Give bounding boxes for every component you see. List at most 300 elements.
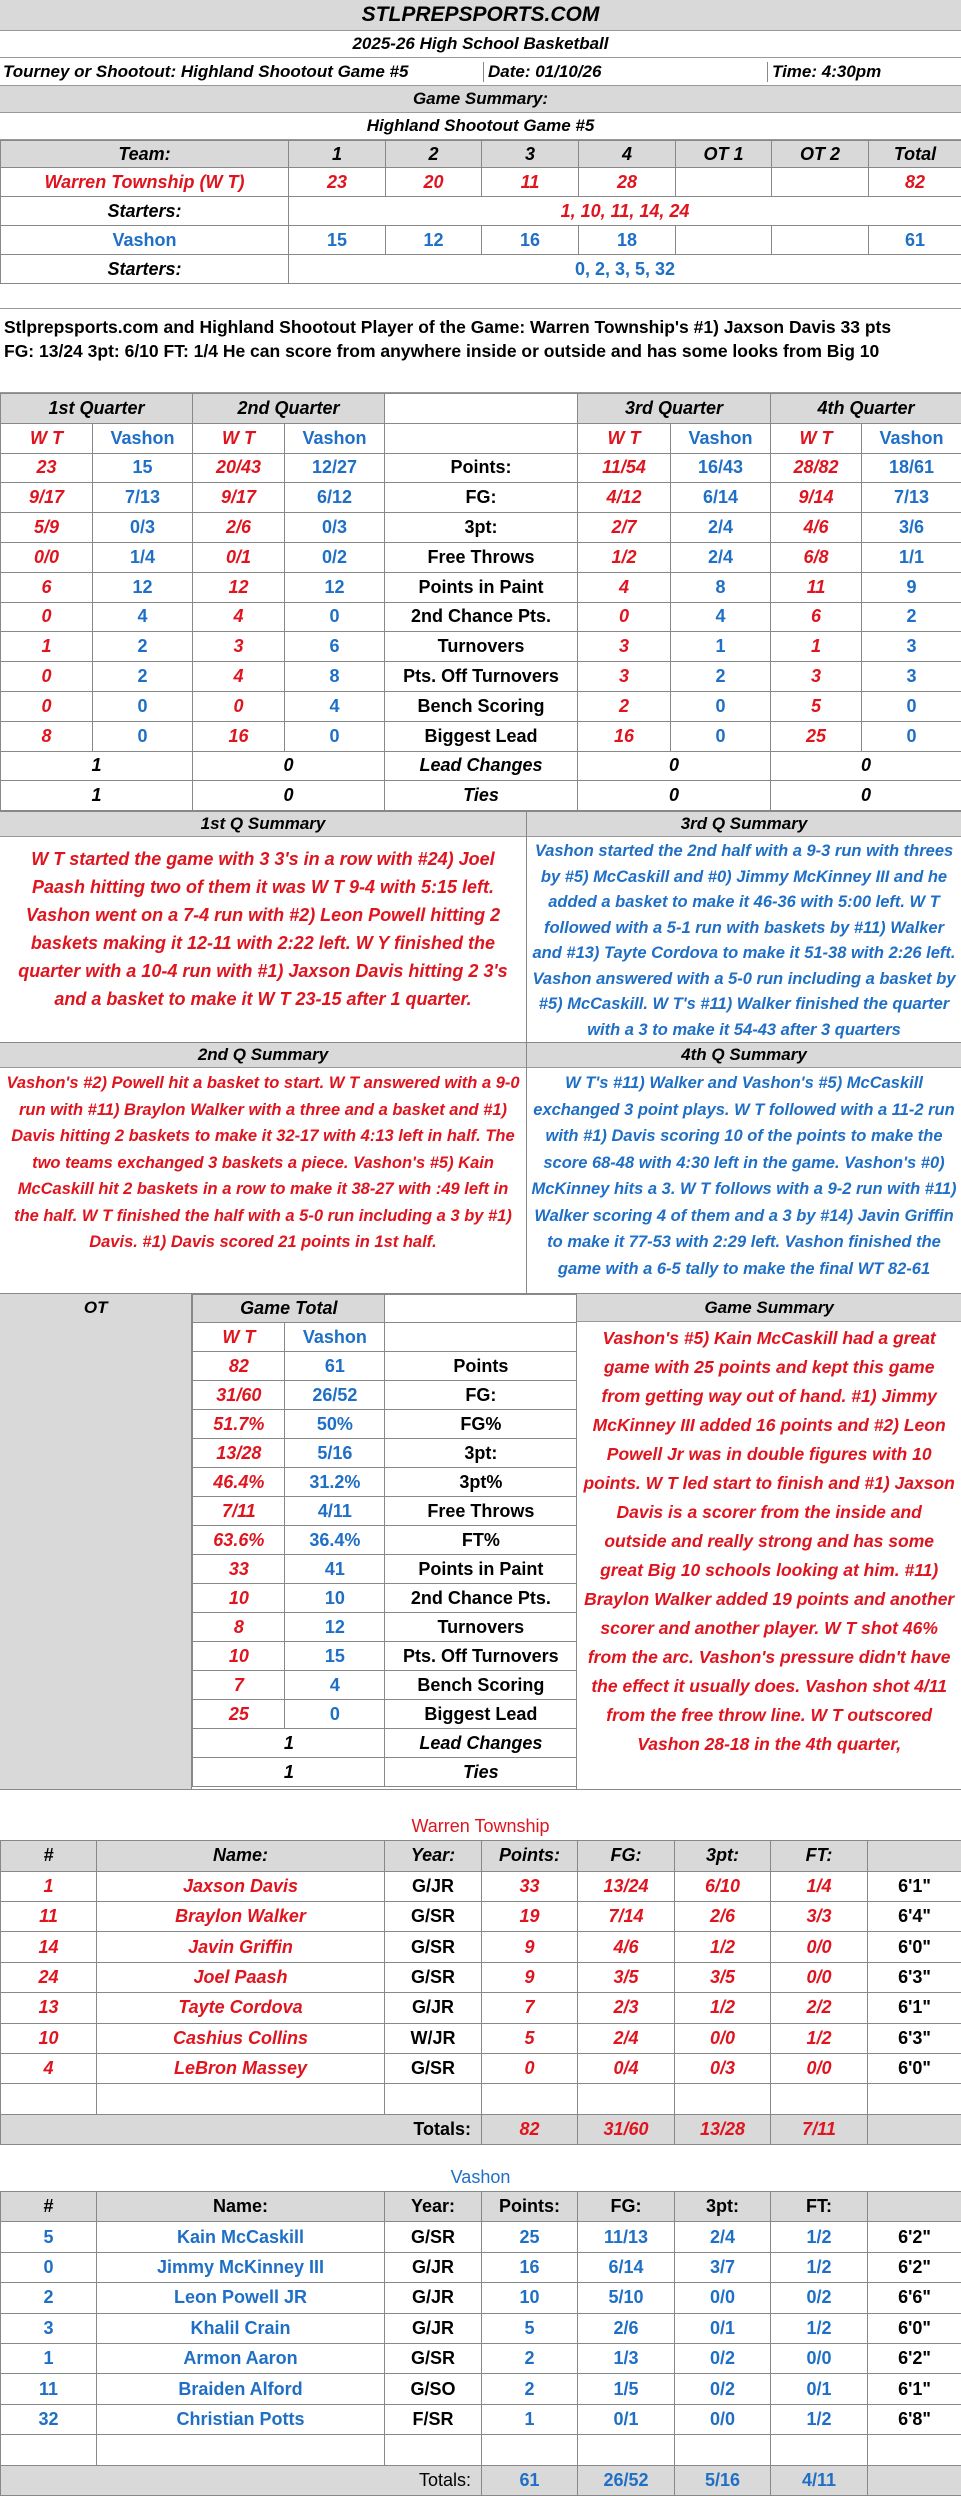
- player-name: Cashius Collins: [97, 2023, 385, 2053]
- game-total-row: [193, 1555, 577, 1584]
- player-number: 2: [1, 2283, 97, 2313]
- empty-row: [1, 2435, 961, 2465]
- q1-ties: 1: [1, 781, 193, 811]
- team2-stat-value: 0: [862, 721, 961, 751]
- game-total-stats: [192, 1294, 576, 1789]
- player-name: Jimmy McKinney III: [97, 2252, 385, 2282]
- team2-stat-value: 0: [93, 691, 193, 721]
- team2-total-value: 61: [285, 1352, 385, 1381]
- table-row: [1, 1962, 961, 1992]
- player-height: 6'1": [868, 1871, 961, 1901]
- team1-stat-value: 6/8: [771, 542, 862, 572]
- team2-stat-value: 7/13: [862, 483, 961, 513]
- ties-label: Ties: [385, 1758, 577, 1787]
- team1-stat-value: 11/54: [578, 453, 671, 483]
- player-3pt: 3/5: [675, 1962, 771, 1992]
- game-total-row: [193, 1584, 577, 1613]
- team2-total-value: 5/16: [285, 1439, 385, 1468]
- player-ft: 0/0: [771, 1962, 868, 1992]
- col-header: Year:: [385, 1841, 482, 1871]
- q1-summary-title: 1st Q Summary: [0, 812, 526, 837]
- score-header: OT 2: [772, 141, 869, 168]
- score-header: Total: [869, 141, 961, 168]
- team2-stat-value: 4: [285, 691, 385, 721]
- game-total-header-row: [193, 1295, 577, 1323]
- ot-label: OT: [0, 1294, 191, 1322]
- empty-row: [1, 2084, 961, 2114]
- team1-stat-value: 3: [771, 662, 862, 692]
- score-header-row: [1, 141, 961, 168]
- player-ft: 1/2: [771, 2023, 868, 2053]
- player-3pt: 0/2: [675, 2344, 771, 2374]
- player-ft: 0/0: [771, 2344, 868, 2374]
- player-3pt: 1/2: [675, 1993, 771, 2023]
- team1-total-value: 7: [193, 1671, 285, 1700]
- q2-header: 2nd Quarter: [193, 394, 385, 424]
- team1-stat-value: 28/82: [771, 453, 862, 483]
- player-fg: 2/4: [578, 2023, 675, 2053]
- player-3pt: 6/10: [675, 1871, 771, 1901]
- score-header: Team:: [1, 141, 289, 168]
- team2-ot1: [676, 226, 772, 255]
- vashon-roster-body: [1, 2222, 961, 2435]
- stat-label: 3pt:: [385, 1439, 577, 1468]
- player-height: 6'2": [868, 2252, 961, 2282]
- ot-column: [0, 1294, 192, 1789]
- player-year: G/SR: [385, 1901, 482, 1931]
- team1-q2: 20: [386, 168, 482, 197]
- totals-label: Totals:: [1, 2114, 482, 2144]
- blank-cell: [385, 1323, 577, 1352]
- player-name: Armon Aaron: [97, 2344, 385, 2374]
- game-summary-title: Game Summary: [577, 1294, 961, 1322]
- player-fg: 11/13: [578, 2222, 675, 2252]
- player-ft: 1/2: [771, 2404, 868, 2434]
- player-height: 6'4": [868, 1901, 961, 1931]
- player-height: 6'1": [868, 1993, 961, 2023]
- wt-total-ft: 7/11: [771, 2114, 868, 2144]
- quarter-header-row: [1, 394, 961, 424]
- team2-total-value: 31.2%: [285, 1468, 385, 1497]
- blank-cell: [868, 2114, 961, 2144]
- team2-total-value: 15: [285, 1642, 385, 1671]
- player-fg: 4/6: [578, 1932, 675, 1962]
- player-ft: 1/2: [771, 2222, 868, 2252]
- stat-label: 3pt:: [385, 513, 578, 543]
- team1-total-value: 31/60: [193, 1381, 285, 1410]
- game-total-row: [193, 1700, 577, 1729]
- blank-cell: [385, 423, 578, 453]
- q4-summary-text: W T's #11) Walker and Vashon's #5) McCaskill exchanged 3 point plays. W T followed with a 11-2 run with #1) Davis scoring 10 of the points to make the score 68-48 with 4:30 left in the game. Vashon's #0) McKinney hits a 3. W T follows with a 9-2 run with #11) Walker scoring 4 of them and a 3 by #14) Javin Griffin to make it 77-53 with 2:29 left. Vashon finished the game with a 6-5 tally to make the final WT 82-61: [527, 1068, 961, 1293]
- table-row: [1, 2023, 961, 2053]
- stat-label: Points: [385, 1352, 577, 1381]
- team2-label: Vashon: [671, 423, 771, 453]
- table-row: [1, 1901, 961, 1931]
- roster-header-row: [1, 2192, 961, 2222]
- team1-stat-value: 5: [771, 691, 862, 721]
- stat-label: 2nd Chance Pts.: [385, 602, 578, 632]
- player-ft: 0/0: [771, 1932, 868, 1962]
- player-name: Tayte Cordova: [97, 1993, 385, 2023]
- player-ft: 3/3: [771, 1901, 868, 1931]
- team1-q4: 28: [579, 168, 676, 197]
- team1-total: 82: [869, 168, 961, 197]
- team2-total-value: 36.4%: [285, 1526, 385, 1555]
- q1-summary: [0, 812, 527, 1042]
- player-number: 1: [1, 2344, 97, 2374]
- team1-label: W T: [193, 423, 285, 453]
- team2-stat-value: 2: [862, 602, 961, 632]
- player-number: 4: [1, 2053, 97, 2083]
- team1-stat-value: 25: [771, 721, 862, 751]
- quarter-stat-row: [1, 453, 961, 483]
- team1-ot2: [772, 168, 869, 197]
- team1-stat-value: 3: [578, 662, 671, 692]
- team1-stat-value: 4: [193, 662, 285, 692]
- player-name: Christian Potts: [97, 2404, 385, 2434]
- team1-stat-value: 1: [771, 632, 862, 662]
- score-header: 4: [579, 141, 676, 168]
- team2-stat-value: 12/27: [285, 453, 385, 483]
- col-header: 3pt:: [675, 2192, 771, 2222]
- player-points: 2: [482, 2344, 578, 2374]
- ties-label: Ties: [385, 781, 578, 811]
- player-points: 2: [482, 2374, 578, 2404]
- team1-stat-value: 4: [193, 602, 285, 632]
- q1-lead-changes: 1: [1, 751, 193, 781]
- team2-stat-value: 0: [671, 691, 771, 721]
- team1-starters: 1, 10, 11, 14, 24: [289, 197, 961, 226]
- quarter-stat-row: [1, 513, 961, 543]
- score-header: 2: [386, 141, 482, 168]
- player-3pt: 0/3: [675, 2053, 771, 2083]
- team2-total-value: 12: [285, 1613, 385, 1642]
- q2-summary: [0, 1043, 527, 1293]
- player-ft: 1/4: [771, 1871, 868, 1901]
- player-number: 11: [1, 1901, 97, 1931]
- game-total-row: [193, 1526, 577, 1555]
- table-row: [1, 1993, 961, 2023]
- team2-stat-value: 0/2: [285, 542, 385, 572]
- player-number: 11: [1, 2374, 97, 2404]
- player-year: G/SO: [385, 2374, 482, 2404]
- team2-q3: 16: [482, 226, 579, 255]
- team1-label: W T: [193, 1323, 285, 1352]
- score-header: OT 1: [676, 141, 772, 168]
- col-header: #: [1, 2192, 97, 2222]
- game-summary: [576, 1294, 961, 1789]
- team1-stat-value: 9/17: [193, 483, 285, 513]
- player-number: 10: [1, 2023, 97, 2053]
- team1-stat-value: 11: [771, 572, 862, 602]
- stat-label: Pts. Off Turnovers: [385, 662, 578, 692]
- team2-total-value: 41: [285, 1555, 385, 1584]
- team2-stat-value: 2: [671, 662, 771, 692]
- player-year: G/JR: [385, 1871, 482, 1901]
- team2-stat-value: 6/14: [671, 483, 771, 513]
- q4-ties: 0: [771, 781, 961, 811]
- team2-stat-value: 1: [671, 632, 771, 662]
- team2-stat-value: 0/3: [93, 513, 193, 543]
- player-points: 16: [482, 2252, 578, 2282]
- player-height: 6'3": [868, 1962, 961, 1992]
- team2-stat-value: 3: [862, 662, 961, 692]
- game-date: Date: 01/10/26: [484, 62, 768, 82]
- team1-total-value: 51.7%: [193, 1410, 285, 1439]
- blank-cell: [868, 2465, 961, 2495]
- game-total-row: [193, 1352, 577, 1381]
- player-of-the-game: [0, 309, 961, 369]
- quarter-stat-row: [1, 691, 961, 721]
- team2-stat-value: 3: [862, 632, 961, 662]
- roster-header-row: [1, 1841, 961, 1871]
- stat-label: Points in Paint: [385, 572, 578, 602]
- player-points: 0: [482, 2053, 578, 2083]
- player-year: W/JR: [385, 2023, 482, 2053]
- team2-stat-value: 15: [93, 453, 193, 483]
- lead-changes-label: Lead Changes: [385, 1729, 577, 1758]
- site-title: STLPREPSPORTS.COM: [0, 0, 961, 31]
- lead-changes-row: [1, 751, 961, 781]
- team1-stat-value: 1: [1, 632, 93, 662]
- table-row: [1, 2404, 961, 2434]
- table-row: [1, 2053, 961, 2083]
- game-summary-label: Game Summary:: [0, 86, 961, 113]
- player-fg: 1/3: [578, 2344, 675, 2374]
- player-number: 32: [1, 2404, 97, 2434]
- q4-header: 4th Quarter: [771, 394, 961, 424]
- quarter-stat-row: [1, 602, 961, 632]
- player-year: G/JR: [385, 2252, 482, 2282]
- player-year: G/SR: [385, 2344, 482, 2374]
- team2-q1: 15: [289, 226, 386, 255]
- team1-stat-value: 16: [193, 721, 285, 751]
- game-total-row: [193, 1381, 577, 1410]
- team1-total-value: 7/11: [193, 1497, 285, 1526]
- q3-header: 3rd Quarter: [578, 394, 771, 424]
- player-fg: 0/1: [578, 2404, 675, 2434]
- player-height: 6'2": [868, 2222, 961, 2252]
- team1-stat-value: 0/1: [193, 542, 285, 572]
- team2-stat-value: 12: [93, 572, 193, 602]
- vashon-total-3pt: 5/16: [675, 2465, 771, 2495]
- game-total-team-row: [193, 1323, 577, 1352]
- q1-header: 1st Quarter: [1, 394, 193, 424]
- team2-starters-row: [1, 255, 961, 284]
- team1-total-value: 63.6%: [193, 1526, 285, 1555]
- team1-stat-value: 20/43: [193, 453, 285, 483]
- player-fg: 6/14: [578, 2252, 675, 2282]
- team1-total-value: 33: [193, 1555, 285, 1584]
- team2-stat-value: 0/3: [285, 513, 385, 543]
- team2-stat-value: 0: [93, 721, 193, 751]
- team1-ot1: [676, 168, 772, 197]
- player-points: 5: [482, 2313, 578, 2343]
- player-name: Braiden Alford: [97, 2374, 385, 2404]
- stat-label: 3pt%: [385, 1468, 577, 1497]
- team2-label: Vashon: [285, 1323, 385, 1352]
- player-3pt: 0/1: [675, 2313, 771, 2343]
- wt-total-points: 82: [482, 2114, 578, 2144]
- team2-ot2: [772, 226, 869, 255]
- player-3pt: 0/0: [675, 2023, 771, 2053]
- player-height: 6'1": [868, 2374, 961, 2404]
- col-header: Name:: [97, 2192, 385, 2222]
- vashon-team-name: Vashon: [451, 2167, 511, 2188]
- score-table: [0, 140, 961, 284]
- game-summary-text: Vashon's #5) Kain McCaskill had a great game with 25 points and kept this game from getting way out of hand. #1) Jimmy McKinney III added 16 points and #2) Leon Powell Jr was in double figures with 10 points. W T led start to finish and #1) Jaxson Davis is a scorer from the inside and outside and really strong and has some great Big 10 schools looking at him. #11) Braylon Walker added 19 points and another scorer and another player. W T shot 46% from the arc. Vashon's pressure didn't have the effect it usually does. Vashon shot 4/11 from the free throw line. W T outscored Vashon 28-18 in the 4th quarter,: [577, 1322, 961, 1761]
- team2-stat-value: 2: [93, 662, 193, 692]
- player-number: 14: [1, 1932, 97, 1962]
- player-name: Kain McCaskill: [97, 2222, 385, 2252]
- q3-ties: 0: [578, 781, 771, 811]
- vashon-total-points: 61: [482, 2465, 578, 2495]
- table-row: [1, 1871, 961, 1901]
- vashon-totals-row: [1, 2465, 961, 2495]
- team1-stat-value: 0: [1, 602, 93, 632]
- team1-total-value: 13/28: [193, 1439, 285, 1468]
- wt-team-name: Warren Township: [411, 1816, 549, 1837]
- team1-stat-value: 0: [1, 662, 93, 692]
- team1-stat-value: 8: [1, 721, 93, 751]
- wt-roster-body: [1, 1871, 961, 2084]
- team2-q2: 12: [386, 226, 482, 255]
- stat-label: Turnovers: [385, 632, 578, 662]
- game-lead-changes: 1: [193, 1729, 385, 1758]
- totals-label: Totals:: [1, 2465, 482, 2495]
- team1-stat-value: 9/14: [771, 483, 862, 513]
- team1-total-value: 25: [193, 1700, 285, 1729]
- team1-total-value: 46.4%: [193, 1468, 285, 1497]
- player-year: G/SR: [385, 1932, 482, 1962]
- game-total-row: [193, 1671, 577, 1700]
- team2-stat-value: 0: [671, 721, 771, 751]
- team2-stat-value: 7/13: [93, 483, 193, 513]
- team1-stat-value: 3: [578, 632, 671, 662]
- team2-stat-value: 6/12: [285, 483, 385, 513]
- team2-stat-value: 8: [285, 662, 385, 692]
- stat-label: Free Throws: [385, 1497, 577, 1526]
- team2-stat-value: 18/61: [862, 453, 961, 483]
- game-totals-block: [0, 1294, 961, 1790]
- team2-total-value: 4/11: [285, 1497, 385, 1526]
- team1-stat-value: 2/7: [578, 513, 671, 543]
- q2-lead-changes: 0: [193, 751, 385, 781]
- q2-summary-title: 2nd Q Summary: [0, 1043, 526, 1068]
- player-year: G/SR: [385, 2222, 482, 2252]
- team1-starters-row: [1, 197, 961, 226]
- game-total-label: Game Total: [193, 1295, 385, 1323]
- team1-stat-value: 0: [578, 602, 671, 632]
- game-total-row: [193, 1410, 577, 1439]
- team2-total-value: 26/52: [285, 1381, 385, 1410]
- player-ft: 0/0: [771, 2053, 868, 2083]
- team1-total-value: 8: [193, 1613, 285, 1642]
- q3-lead-changes: 0: [578, 751, 771, 781]
- team2-stat-value: 6: [285, 632, 385, 662]
- score-header: 3: [482, 141, 579, 168]
- quarter-stat-row: [1, 542, 961, 572]
- spacer: [0, 369, 961, 393]
- team1-stat-value: 12: [193, 572, 285, 602]
- game-total-body: [193, 1352, 577, 1729]
- vashon-roster-title: [0, 2163, 961, 2191]
- game-total-row: [193, 1642, 577, 1671]
- team2-starters: 0, 2, 3, 5, 32: [289, 255, 961, 284]
- player-height: 6'8": [868, 2404, 961, 2434]
- wt-totals-row: [1, 2114, 961, 2144]
- player-number: 0: [1, 2252, 97, 2282]
- player-points: 10: [482, 2283, 578, 2313]
- player-ft: 2/2: [771, 1993, 868, 2023]
- quarter-stats-body: [1, 453, 961, 751]
- player-3pt: 0/2: [675, 2374, 771, 2404]
- player-points: 5: [482, 2023, 578, 2053]
- col-header: Points:: [482, 1841, 578, 1871]
- ties-row: [1, 781, 961, 811]
- team2-label: Vashon: [93, 423, 193, 453]
- player-name: Leon Powell JR: [97, 2283, 385, 2313]
- team1-total-value: 10: [193, 1584, 285, 1613]
- quarter-stat-row: [1, 632, 961, 662]
- game-ties: 1: [193, 1758, 385, 1787]
- lead-changes-label: Lead Changes: [385, 751, 578, 781]
- vashon-total-fg: 26/52: [578, 2465, 675, 2495]
- team1-stat-value: 5/9: [1, 513, 93, 543]
- table-row: [1, 1932, 961, 1962]
- team2-stat-value: 8: [671, 572, 771, 602]
- player-height: 6'2": [868, 2344, 961, 2374]
- game-lead-changes-row: [193, 1729, 577, 1758]
- team1-stat-value: 0/0: [1, 542, 93, 572]
- team1-stat-value: 6: [1, 572, 93, 602]
- team1-stat-value: 2/6: [193, 513, 285, 543]
- player-3pt: 0/0: [675, 2283, 771, 2313]
- player-fg: 5/10: [578, 2283, 675, 2313]
- team2-stat-value: 0: [285, 602, 385, 632]
- col-header: FT:: [771, 1841, 868, 1871]
- team2-stat-value: 4: [671, 602, 771, 632]
- team2-total: 61: [869, 226, 961, 255]
- player-name: LeBron Massey: [97, 2053, 385, 2083]
- q3-summary-text: Vashon started the 2nd half with a 9-3 run with threes by #5) McCaskill and #0) Jimmy McKinney III and he added a basket to make it 46-36 with 5:00 left. W T followed with a 5-1 run with baskets by #11) Walker and #13) Tayte Cordova to make it 51-38 with 2:26 left. Vashon answered with a 5-0 run including a basket by #5) McCaskill. W T's #11) Walker finished the quarter with a 3 to make it 54-43 after 3 quarters: [527, 837, 961, 1042]
- player-fg: 1/5: [578, 2374, 675, 2404]
- stat-label: Biggest Lead: [385, 1700, 577, 1729]
- quarter-summaries-top: [0, 811, 961, 1042]
- player-3pt: 2/4: [675, 2222, 771, 2252]
- q2-ties: 0: [193, 781, 385, 811]
- team1-stat-value: 4: [578, 572, 671, 602]
- quarter-stats-table: [0, 393, 961, 811]
- col-header: FT:: [771, 2192, 868, 2222]
- team1-label: W T: [771, 423, 862, 453]
- team2-stat-value: 16/43: [671, 453, 771, 483]
- game-ties-row: [193, 1758, 577, 1787]
- game-name: Highland Shootout Game #5: [0, 113, 961, 140]
- player-number: 24: [1, 1962, 97, 1992]
- player-fg: 7/14: [578, 1901, 675, 1931]
- game-total-row: [193, 1497, 577, 1526]
- player-year: G/JR: [385, 2283, 482, 2313]
- player-height: 6'3": [868, 2023, 961, 2053]
- team1-name: Warren Township (W T): [1, 168, 289, 197]
- team2-label: Vashon: [862, 423, 961, 453]
- team1-q3: 11: [482, 168, 579, 197]
- player-fg: 2/6: [578, 2313, 675, 2343]
- player-number: 5: [1, 2222, 97, 2252]
- col-header: FG:: [578, 2192, 675, 2222]
- quarter-stat-row: [1, 483, 961, 513]
